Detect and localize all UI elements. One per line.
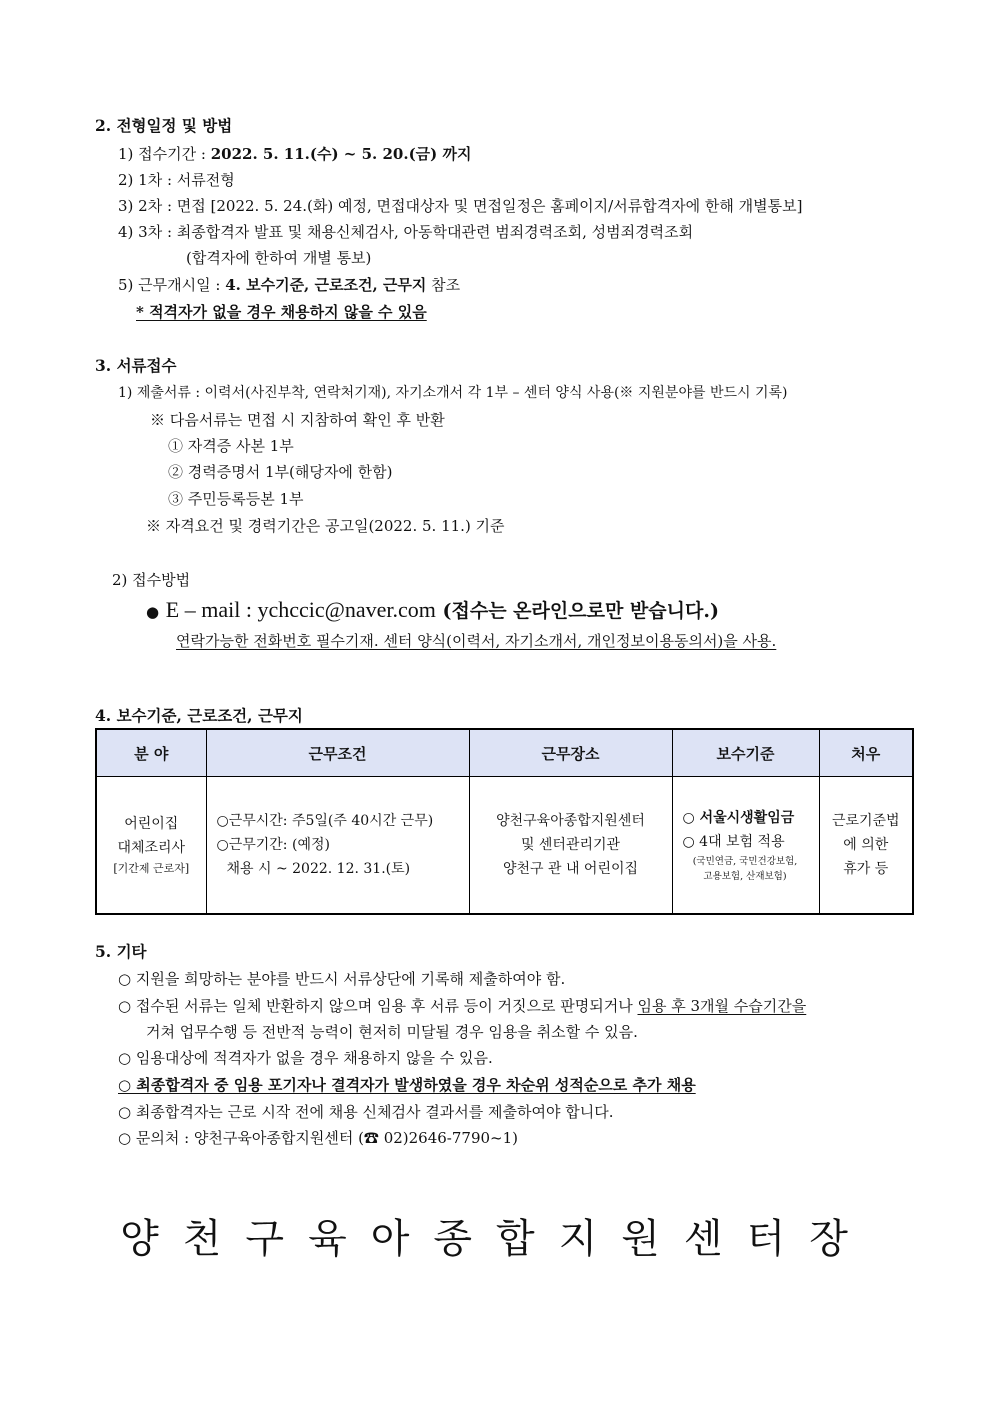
- document-item: ② 경력증명서 1부(해당자에 한함): [168, 463, 393, 481]
- column-header: 근무조건: [206, 729, 469, 777]
- other-item: ○ 최종합격자는 근로 시작 전에 채용 신체검사 결과서를 제출하여야 합니다.: [118, 1103, 614, 1121]
- benefit-line: 근로기준법: [831, 813, 900, 829]
- section-5-heading: 5. 기타: [95, 942, 147, 961]
- signature: 양천구육아종합지원센터장: [120, 1216, 872, 1262]
- location-line: 양천구 관 내 어린이집: [502, 861, 639, 877]
- field-cell: [96, 777, 206, 915]
- location-line: 양천구육아종합지원센터: [496, 813, 645, 829]
- email-address[interactable]: ychccic@naver.com: [257, 597, 436, 622]
- criteria-note: ※ 자격요건 및 경력기간은 공고일(2022. 5. 11.) 기준: [146, 517, 505, 535]
- pay-conditions-table: [95, 728, 914, 915]
- field-line: 어린이집: [124, 816, 179, 832]
- location-line: 및 센터관리기관: [520, 837, 621, 853]
- contact-info: ○ 문의처 : 양천구육아종합지원센터 (☎ 02)2646-7790~1): [118, 1129, 519, 1147]
- field-type: [기간제 근로자]: [113, 862, 190, 875]
- other-item-continued: 거쳐 업무수행 등 전반적 능력이 현저히 미달될 경우 임용을 취소할 수 있음.: [146, 1023, 638, 1041]
- location-cell: [469, 777, 672, 915]
- pay-detail: (국민연금, 국민건강보험,: [692, 856, 798, 867]
- bullet-icon: ●: [146, 603, 160, 621]
- first-stage: 2) 1차 : 서류전형: [118, 171, 235, 189]
- other-item-emphasis: ○ 최종합격자 중 임용 포기자나 결격자가 발생하였을 경우 차순위 성적순으로 추가 채용: [118, 1076, 696, 1094]
- start-date: 5) 근무개시일 : 4. 보수기준, 근로조건, 근무지 참조: [118, 276, 461, 294]
- benefit-cell: [819, 777, 913, 915]
- document-item: ① 자격증 사본 1부: [168, 437, 294, 455]
- condition-line: ○근무시간: 주5일(주 40시간 근무): [216, 813, 434, 829]
- application-period: 1) 접수기간 : 2022. 5. 11.(수) ~ 5. 20.(금) 까지: [118, 145, 472, 163]
- column-header: 보수기준: [672, 729, 819, 777]
- pay-cell: [672, 777, 819, 915]
- column-header: 근무장소: [469, 729, 672, 777]
- pay-line: ○ 서울시생활임금: [682, 810, 795, 826]
- pay-detail: 고용보험, 산재보험): [703, 871, 787, 882]
- column-header: 처우: [819, 729, 913, 777]
- section-4-heading: 4. 보수기준, 근로조건, 근무지: [95, 706, 303, 725]
- no-qualified-note: * 적격자가 없을 경우 채용하지 않을 수 있음: [136, 303, 427, 321]
- condition-line: ○근무기간: (예정): [216, 837, 330, 853]
- other-item: ○ 지원을 희망하는 분야를 반드시 서류상단에 기록해 제출하여야 함.: [118, 970, 566, 988]
- required-documents: 1) 제출서류 : 이력서(사진부착, 연락처기재), 자기소개서 각 1부 – 센터 양식 사용(※ 지원분야를 반드시 기록): [118, 385, 788, 401]
- benefit-line: 에 의한: [843, 837, 889, 853]
- documents-note: ※ 다음서류는 면접 시 지참하여 확인 후 반환: [150, 411, 445, 429]
- email-note: 연락가능한 전화번호 필수기재. 센터 양식(이력서, 자기소개서, 개인정보이용동의서)을 사용.: [176, 632, 777, 650]
- section-3-heading: 3. 서류접수: [95, 356, 177, 375]
- condition-line: 채용 시 ~ 2022. 12. 31.(토): [226, 861, 411, 877]
- third-stage: 4) 3차 : 최종합격자 발표 및 채용신체검사, 아동학대관련 범죄경력조회, 성범죄경력조회: [118, 223, 694, 241]
- submission-method-label: 2) 접수방법: [112, 571, 191, 589]
- section-2-heading: 2. 전형일정 및 방법: [95, 116, 233, 135]
- other-item: ○ 임용대상에 적격자가 없을 경우 채용하지 않을 수 있음.: [118, 1049, 493, 1067]
- table-header-row: [96, 729, 913, 777]
- email-line: ● E – mail : ychccic@naver.com (접수는 온라인으로만 받습니다.): [146, 597, 719, 622]
- third-stage-note: (합격자에 한하여 개별 통보): [186, 249, 372, 267]
- table-row: [96, 777, 913, 915]
- benefit-line: 휴가 등: [843, 861, 889, 877]
- second-stage: 3) 2차 : 면접 [2022. 5. 24.(화) 예정, 면접대상자 및 면접일정은 홈페이지/서류합격자에 한해 개별통보]: [118, 197, 803, 215]
- field-line: 대체조리사: [117, 840, 186, 856]
- other-item: ○ 접수된 서류는 일체 반환하지 않으며 임용 후 서류 등이 거짓으로 판명되거나 임용 후 3개월 수습기간을: [118, 997, 807, 1015]
- column-header: 분 야: [96, 729, 206, 777]
- pay-line: ○ 4대 보험 적용: [682, 834, 785, 850]
- document-item: ③ 주민등록등본 1부: [168, 490, 304, 508]
- conditions-cell: [206, 777, 469, 915]
